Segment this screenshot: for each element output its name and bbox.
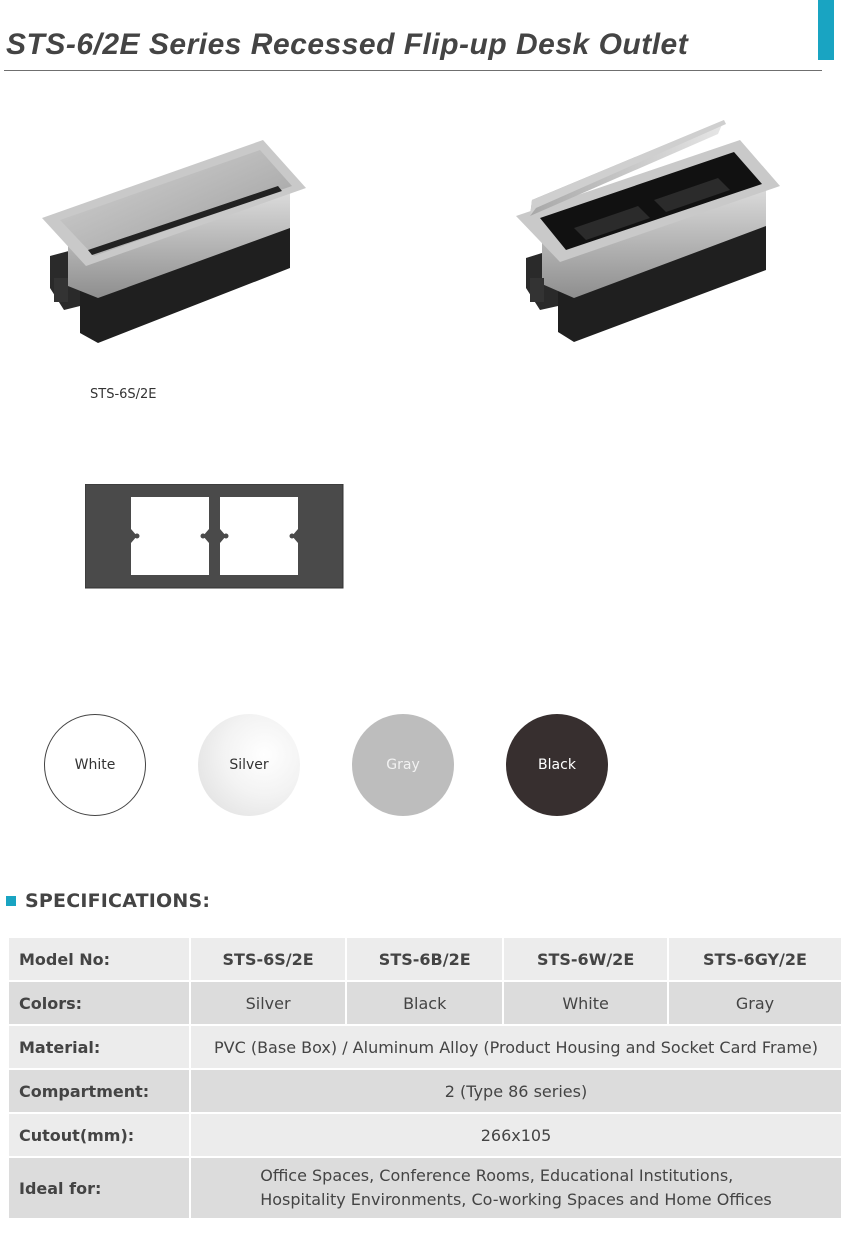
color-swatch-white: [44, 714, 146, 816]
swatch-label: Silver: [229, 757, 269, 773]
table-row: [9, 1026, 841, 1068]
swatch-label: Gray: [386, 757, 420, 773]
color-swatch-silver: [198, 714, 300, 816]
product-image-closed: [38, 138, 310, 348]
row-label: Model No:: [9, 938, 189, 980]
square-bullet-icon: [6, 896, 16, 906]
product-image-open: [512, 120, 784, 348]
color-cell: White: [504, 982, 667, 1024]
ideal-line: Hospitality Environments, Co-working Spaces and Home Offices: [260, 1190, 772, 1209]
color-cell: Gray: [669, 982, 841, 1024]
specifications-heading: [6, 890, 210, 912]
material-cell: PVC (Base Box) / Aluminum Alloy (Product Housing and Socket Card Frame): [191, 1026, 841, 1068]
product-caption: STS-6S/2E: [90, 387, 157, 402]
accent-bar: [818, 0, 834, 60]
table-row: [9, 938, 841, 980]
row-label: Colors:: [9, 982, 189, 1024]
compartment-cell: 2 (Type 86 series): [191, 1070, 841, 1112]
swatch-label: Black: [538, 757, 576, 773]
socket-frame-image: [85, 484, 345, 590]
color-swatch-black: [506, 714, 608, 816]
model-cell: STS-6W/2E: [504, 938, 667, 980]
specifications-table: [7, 936, 843, 1220]
model-cell: STS-6B/2E: [347, 938, 502, 980]
ideal-cell: [191, 1158, 841, 1218]
color-cell: Silver: [191, 982, 345, 1024]
row-label: Compartment:: [9, 1070, 189, 1112]
table-row: [9, 1114, 841, 1156]
title-divider: [4, 70, 822, 71]
ideal-line: Office Spaces, Conference Rooms, Educational Institutions,: [260, 1166, 734, 1185]
color-swatch-gray: [352, 714, 454, 816]
row-label: Cutout(mm):: [9, 1114, 189, 1156]
table-row: [9, 1158, 841, 1218]
table-row: [9, 1070, 841, 1112]
color-cell: Black: [347, 982, 502, 1024]
swatch-label: White: [74, 757, 116, 773]
page-title: STS-6/2E Series Recessed Flip-up Desk Outlet: [6, 28, 689, 61]
model-cell: STS-6GY/2E: [669, 938, 841, 980]
model-cell: STS-6S/2E: [191, 938, 345, 980]
row-label: Material:: [9, 1026, 189, 1068]
row-label: Ideal for:: [9, 1158, 189, 1218]
cutout-cell: 266x105: [191, 1114, 841, 1156]
table-row: [9, 982, 841, 1024]
specifications-title: SPECIFICATIONS:: [25, 890, 211, 912]
